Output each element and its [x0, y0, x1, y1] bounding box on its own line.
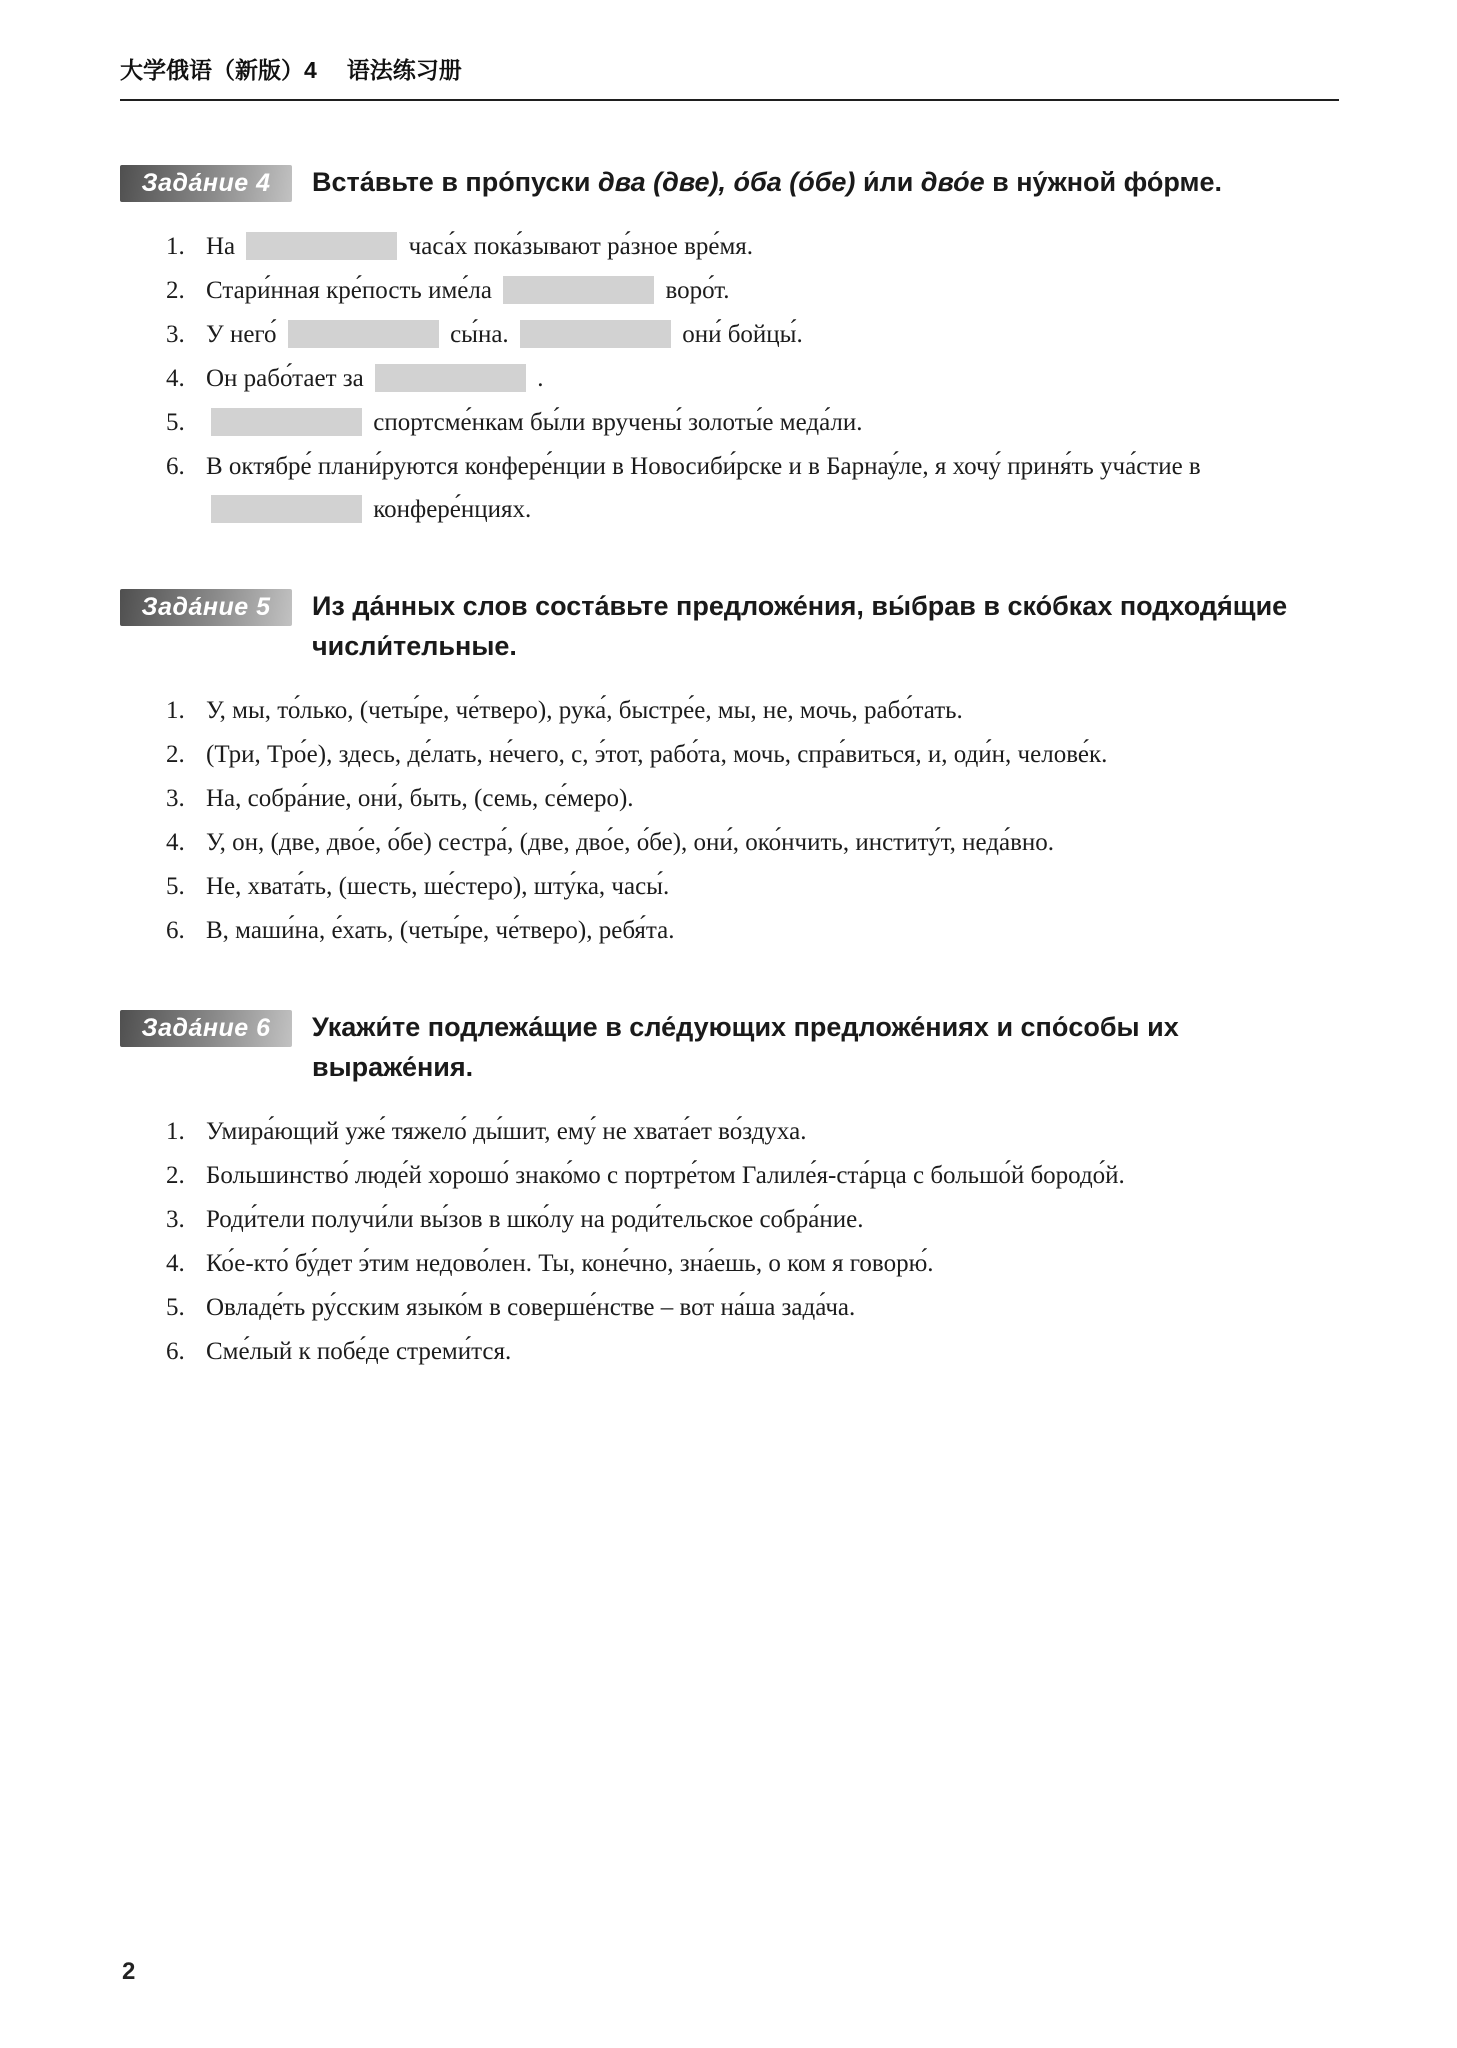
item-text: Большинство́ люде́й хорошо́ знако́мо с портре́том Галиле́я-ста́рца с большо́й бородо́й.	[206, 1161, 1125, 1189]
item-number: 4.	[166, 828, 185, 856]
exercise-item	[166, 1242, 1339, 1285]
item-text: Не, хвата́ть, (шесть, ше́стеро), шту́ка, часы́.	[206, 872, 670, 900]
item-text: (Три, Тро́е), здесь, де́лать, не́чего, с, э́тот, рабо́та, мочь, спра́виться, и, оди́н, челове́к.	[206, 740, 1108, 768]
answer-blank	[520, 320, 671, 348]
answer-blank	[503, 276, 654, 304]
exercise-item	[166, 269, 1339, 312]
task-badge: Зада́ние 5	[120, 589, 292, 626]
task-title-segment: и́ли	[855, 167, 921, 197]
item-number: 5.	[166, 872, 185, 900]
answer-blank	[211, 495, 362, 523]
item-text: Умира́ющий уже́ тяжело́ ды́шит, ему́ не хвата́ет во́здуха.	[206, 1117, 807, 1145]
task-title	[312, 163, 1339, 203]
page-header	[120, 52, 1339, 99]
item-number: 4.	[166, 1249, 185, 1277]
item-number: 2.	[166, 1161, 185, 1189]
task-title	[312, 1008, 1339, 1088]
exercise-item	[166, 357, 1339, 400]
task-items	[120, 1110, 1339, 1373]
exercise-item	[166, 1110, 1339, 1153]
header-rule	[120, 99, 1339, 101]
item-text: Он рабо́тает за .	[206, 364, 544, 392]
task-section	[120, 1008, 1339, 1373]
item-number: 6.	[166, 452, 185, 480]
task-head	[120, 587, 1339, 667]
item-text: На, собра́ние, они́, быть, (семь, се́меро).	[206, 784, 634, 812]
task-title-segment: в ну́жной фо́рме.	[984, 167, 1222, 197]
page-number: 2	[122, 1958, 136, 1985]
task-title	[312, 587, 1339, 667]
item-number: 5.	[166, 408, 185, 436]
task-title-segment: Укажи́те подлежа́щие в сле́дующих предложе́ниях и спо́собы их выраже́ния.	[312, 1011, 1179, 1082]
exercise-item	[166, 445, 1339, 531]
item-number: 3.	[166, 1205, 185, 1233]
exercise-item	[166, 225, 1339, 268]
tasks-container	[120, 163, 1339, 1373]
item-number: 1.	[166, 232, 185, 260]
item-number: 2.	[166, 740, 185, 768]
item-number: 1.	[166, 1117, 185, 1145]
item-text: У, он, (две, дво́е, о́бе) сестра́, (две, дво́е, о́бе), они́, око́нчить, институ́т, неда́вно.	[206, 828, 1055, 856]
exercise-item	[166, 777, 1339, 820]
item-number: 2.	[166, 276, 185, 304]
answer-blank	[246, 232, 397, 260]
item-text: Стари́нная кре́пость име́ла воро́т.	[206, 276, 730, 304]
item-number: 1.	[166, 696, 185, 724]
exercise-item	[166, 1198, 1339, 1241]
task-section	[120, 587, 1339, 952]
task-head	[120, 163, 1339, 203]
exercise-item	[166, 909, 1339, 952]
task-title-segment: дво́е	[920, 167, 985, 197]
item-text: У, мы, то́лько, (четы́ре, че́тверо), рука́, быстре́е, мы, не, мочь, рабо́тать.	[206, 696, 963, 724]
exercise-item	[166, 689, 1339, 732]
exercise-item	[166, 1154, 1339, 1197]
answer-blank	[211, 408, 362, 436]
item-text: Ко́е-кто́ бу́дет э́тим недово́лен. Ты, коне́чно, зна́ешь, о ком я говорю́.	[206, 1249, 934, 1277]
task-badge: Зада́ние 6	[120, 1010, 292, 1047]
item-text: В, маши́на, е́хать, (четы́ре, че́тверо), ребя́та.	[206, 916, 675, 944]
exercise-item	[166, 1330, 1339, 1373]
item-text: На часа́х пока́зывают ра́зное вре́мя.	[206, 232, 754, 260]
item-number: 3.	[166, 320, 185, 348]
exercise-item	[166, 1286, 1339, 1329]
exercise-item	[166, 733, 1339, 776]
task-title-segment: Вста́вьте в про́пуски	[312, 167, 598, 197]
answer-blank	[288, 320, 439, 348]
exercise-item	[166, 821, 1339, 864]
item-text: Овладе́ть ру́сским языко́м в соверше́нстве – вот на́ша зада́ча.	[206, 1293, 856, 1321]
item-number: 6.	[166, 916, 185, 944]
item-text: Роди́тели получи́ли вы́зов в шко́лу на роди́тельское собра́ние.	[206, 1205, 864, 1233]
task-items	[120, 689, 1339, 952]
task-title-segment: два (две), о́ба (о́бе)	[598, 167, 856, 197]
item-text: Сме́лый к побе́де стреми́тся.	[206, 1337, 512, 1365]
task-head	[120, 1008, 1339, 1088]
task-items	[120, 225, 1339, 531]
item-number: 6.	[166, 1337, 185, 1365]
item-text: У него́ сы́на. они́ бойцы́.	[206, 320, 803, 348]
book-subtitle: 语法练习册	[346, 57, 462, 83]
item-number: 4.	[166, 364, 185, 392]
exercise-item	[166, 865, 1339, 908]
task-section	[120, 163, 1339, 531]
item-number: 5.	[166, 1293, 185, 1321]
exercise-item	[166, 401, 1339, 444]
task-badge: Зада́ние 4	[120, 165, 292, 202]
item-text: спортсме́нкам бы́ли вручены́ золоты́е меда́ли.	[206, 401, 1339, 444]
item-text: В октябре́ плани́руются конфере́нции в Новосиби́рске и в Барнау́ле, я хочу́ приня́ть уча́стие в конфере́нциях.	[206, 452, 1201, 523]
exercise-item	[166, 313, 1339, 356]
task-title-segment: Из да́нных слов соста́вьте предложе́ния, вы́брав в ско́бках подходя́щие числи́тельные.	[312, 590, 1288, 661]
item-number: 3.	[166, 784, 185, 812]
book-title: 大学俄语（新版）4	[120, 57, 317, 83]
answer-blank	[375, 364, 526, 392]
